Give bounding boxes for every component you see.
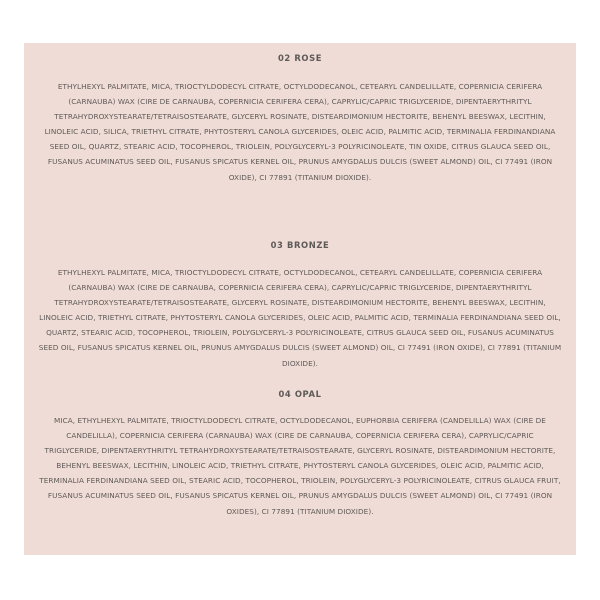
- ingredients-panel: [24, 43, 576, 555]
- shade-title-bronze: 03 BRONZE: [270, 240, 330, 250]
- ingredients-list-rose: ETHYLHEXYL PALMITATE, MICA, TRIOCTYLDODECYL CITRATE, OCTYLDODECANOL, CETEARYL CANDELILLATE, COPERNICIA CERIFERA (CARNAUBA) WAX (CIRE DE CARNAUBA, COPERNICIA CERIFERA CERA), CAPRYLIC/CAPRIC TRIGLYCERIDE, DIPENTAERYTHRITYL TETRAHYDROXYSTEARATE/TETRAISOSTEARATE, GLYCERYL ROSINATE, DISTEARDIMONIUM HECTORITE, BEHENYL BEESWAX, LECITHIN, LINOLEIC ACID, SILICA, TRIETHYL CITRATE, PHYTOSTERYL CANOLA GLYCERIDES, OLEIC ACID, PALMITIC ACID, TERMINALIA FERDINANDIANA SEED OIL, QUARTZ, STEARIC ACID, TOCOPHEROL, TRIOLEIN, POLYGLYCERYL-3 POLYRICINOLEATE, TIN OXIDE, CITRUS GLAUCA SEED OIL, FUSANUS ACUMINATUS SEED OIL, FUSANUS SPICATUS KERNEL OIL, PRUNUS AMYGDALUS DULCIS (SWEET ALMOND) OIL, CI 77491 (IRON OXIDE), CI 77891 (TITANIUM DIOXIDE).: [44, 82, 556, 182]
- shade-title-opal: 04 OPAL: [278, 389, 322, 399]
- shade-title-rose: 02 ROSE: [277, 53, 323, 63]
- ingredients-list-opal: MICA, ETHYLHEXYL PALMITATE, TRIOCTYLDODECYL CITRATE, OCTYLDODECANOL, EUPHORBIA CERIFERA (CANDELILLA) WAX (CIRE DE CANDELILLA), COPERNICIA CERIFERA (CARNAUBA) WAX (CIRE DE CARNAUBA, COPERNICIA CERIFERA CERA), CAPRYLIC/CAPRIC TRIGLYCERIDE, DIPENTAERYTHRITYL TETRAHYDROXYSTEARATE/TETRAISOSTEARATE, GLYCERYL ROSINATE, DISTEARDIMONIUM HECTORITE, BEHENYL BEESWAX, LECITHIN, LINOLEIC ACID, TRIETHYL CITRATE, PHYTOSTERYL CANOLA GLYCERIDES, OLEIC ACID, PALMITIC ACID, TERMINALIA FERDINANDIANA SEED OIL, STEARIC ACID, TOCOPHEROL, TRIOLEIN, POLYGLYCERYL-3 POLYRICINOLEATE, CITRUS GLAUCA FRUIT, FUSANUS ACUMINATUS SEED OIL, FUSANUS SPICATUS KERNEL OIL, PRUNUS AMYGDALUS DULCIS (SWEET ALMOND) OIL, CI 77491 (IRON OXIDES), CI 77891 (TITANIUM DIOXIDE).: [39, 416, 561, 516]
- ingredients-list-bronze: ETHYLHEXYL PALMITATE, MICA, TRIOCTYLDODECYL CITRATE, OCTYLDODECANOL, CETEARYL CANDELILLATE, COPERNICIA CERIFERA (CARNAUBA) WAX (CIRE DE CARNAUBA, COPERNICIA CERIFERA CERA), CAPRYLIC/CAPRIC TRIGLYCERIDE, DIPENTAERYTHRITYL TETRAHYDROXYSTEARATE/TETRAISOSTEARATE, GLYCERYL ROSINATE, DISTEARDIMONIUM HECTORITE, BEHENYL BEESWAX, LECITHIN, LINOLEIC ACID, TRIETHYL CITRATE, PHYTOSTERYL CANOLA GLYCERIDES, OLEIC ACID, PALMITIC ACID, TERMINALIA FERDINANDIANA SEED OIL, QUARTZ, STEARIC ACID, TOCOPHEROL, TRIOLEIN, POLYGLYCERYL-3 POLYRICINOLEATE, CITRUS GLAUCA SEED OIL, FUSANUS ACUMINATUS SEED OIL, FUSANUS SPICATUS KERNEL OIL, PRUNUS AMYGDALUS DULCIS (SWEET ALMOND) OIL, CI 77491 (IRON OXIDE), CI 77891 (TITANIUM DIOXIDE).: [38, 268, 562, 368]
